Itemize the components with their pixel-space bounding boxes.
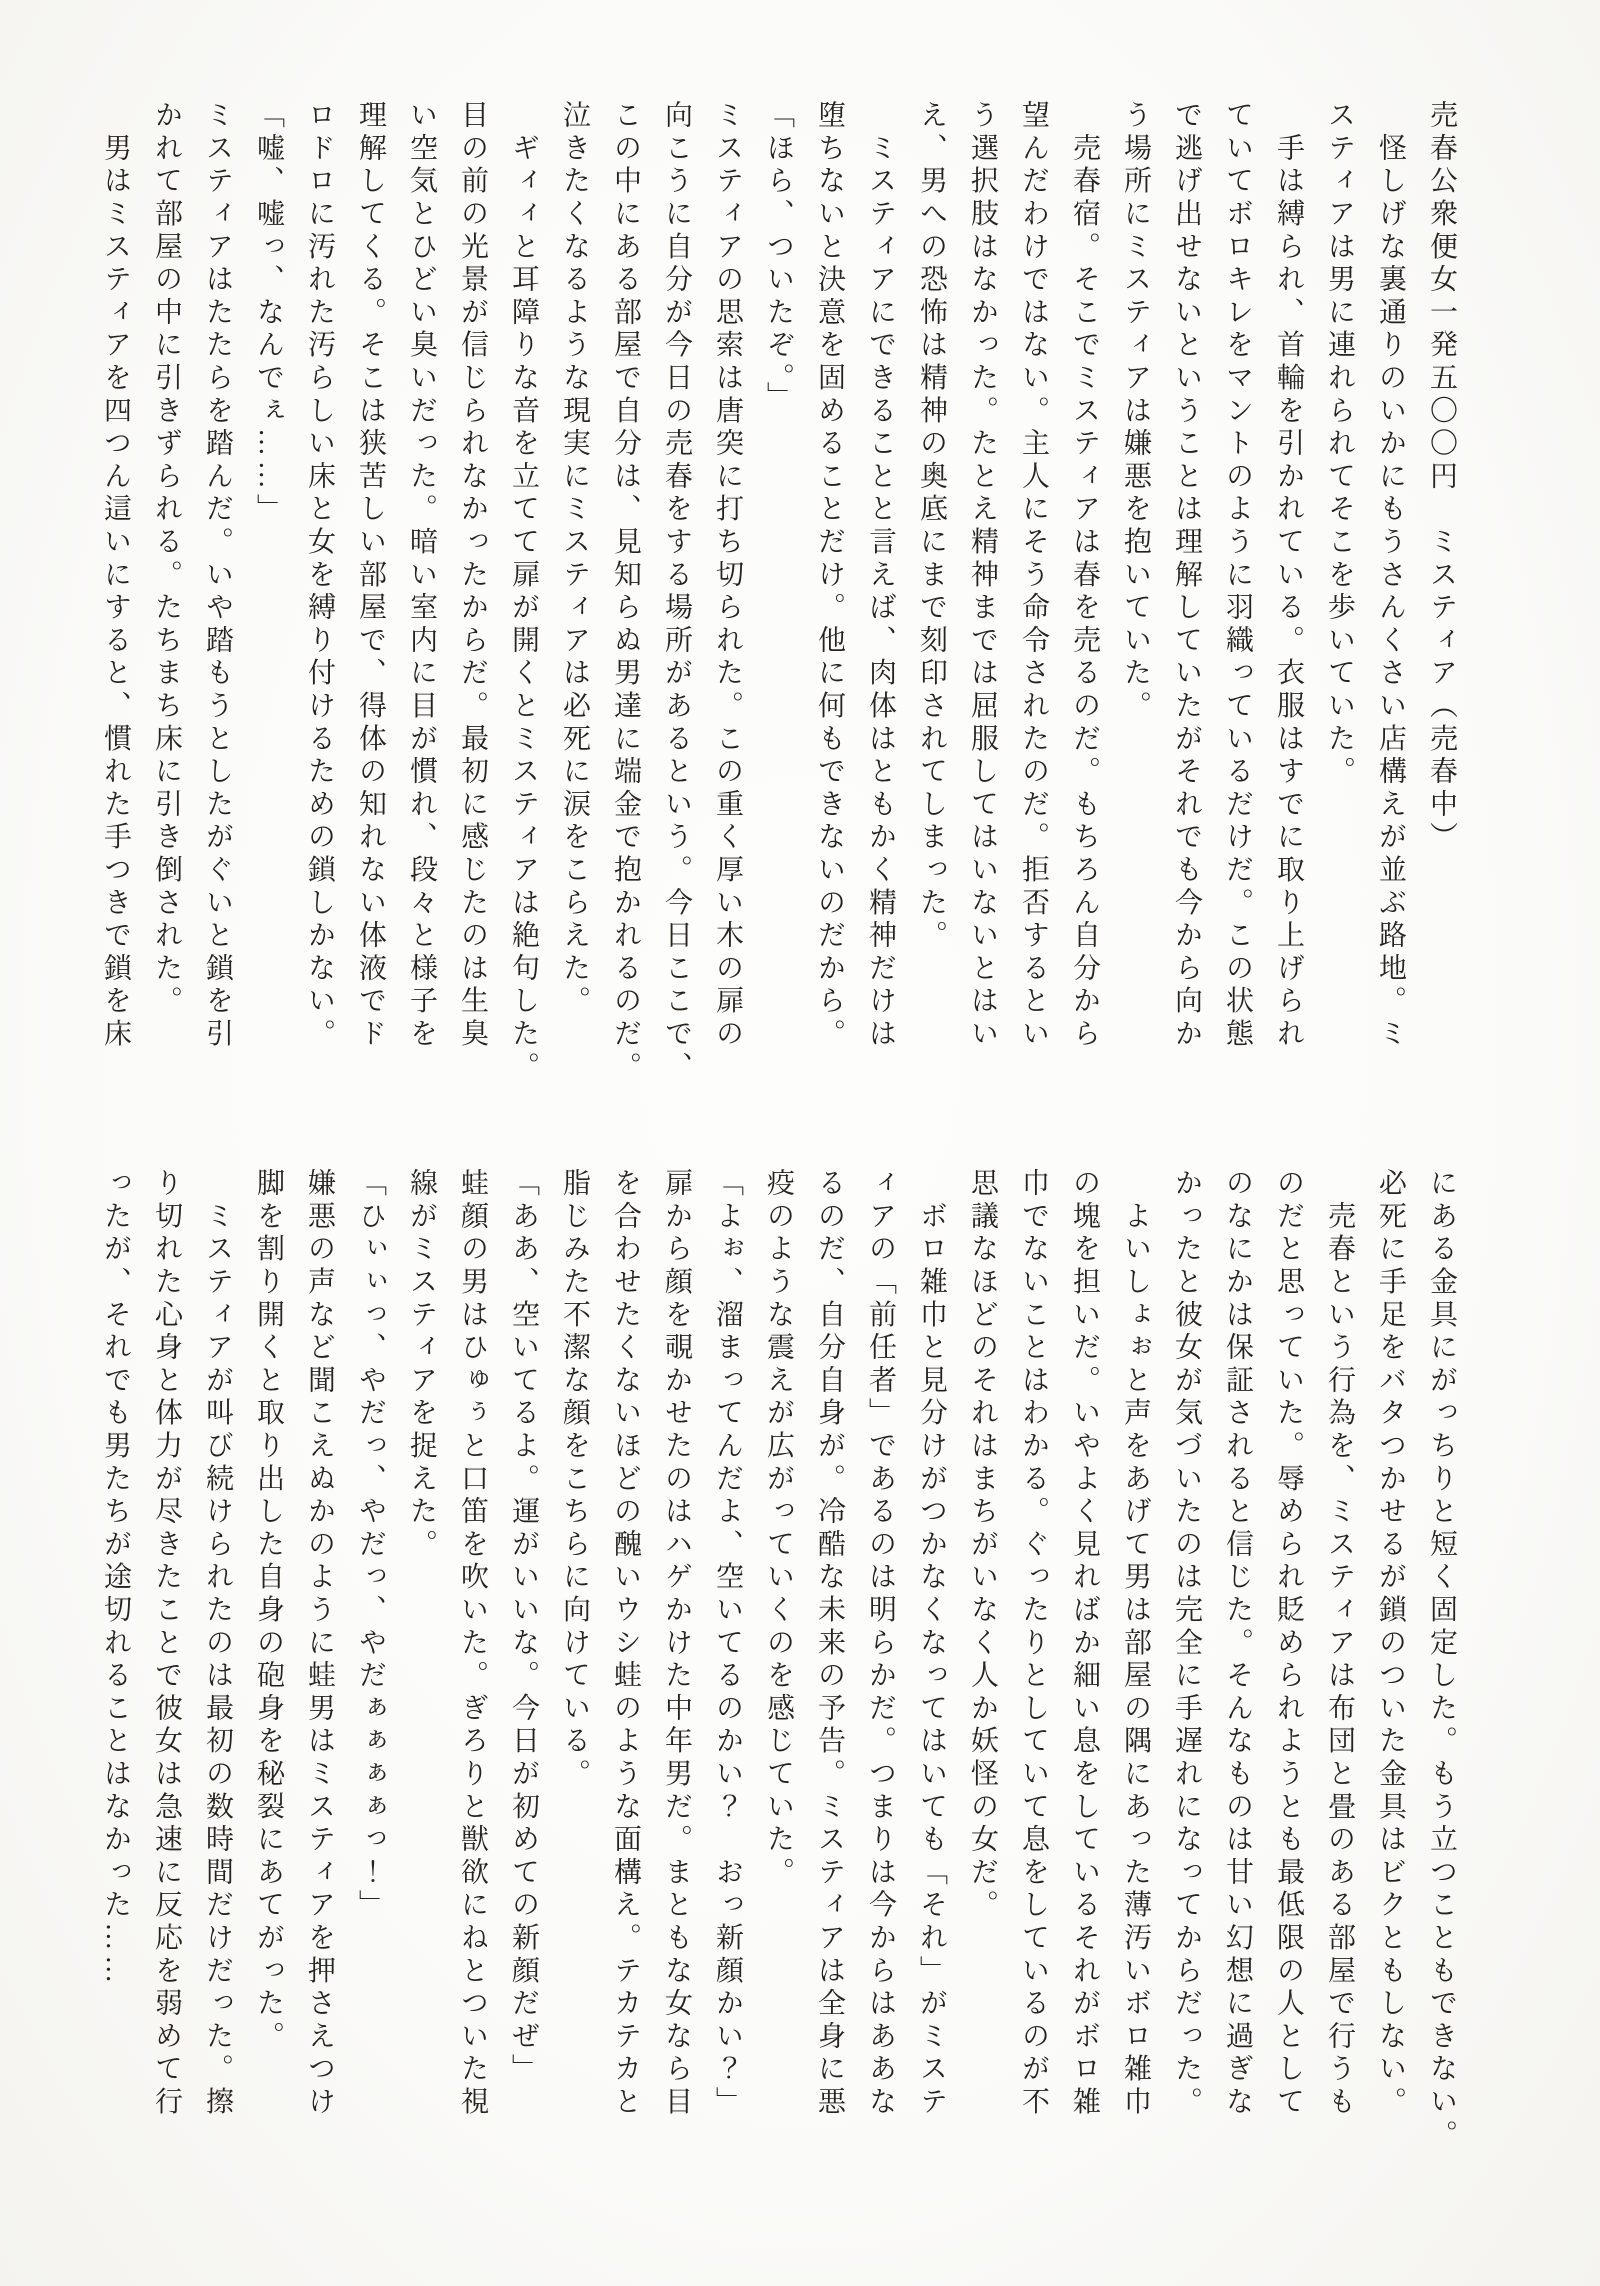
text-column: 巾でないことはわかる。ぐったりとしていて息をしているのが不 xyxy=(1018,1168,1049,2120)
text-column: 男はミスティアを四つん這いにすると、慣れた手つきで鎖を床 xyxy=(100,100,131,1052)
text-column: 望んだわけではない。主人にそう命令されたのだ。拒否するとい xyxy=(1018,100,1049,1052)
text-column: よいしょぉと声をあげて男は部屋の隅にあった薄汚いボロ雑巾 xyxy=(1120,1168,1151,2120)
text-column: ギィィと耳障りな音を立てて扉が開くとミスティアは絶句した。 xyxy=(508,100,539,1084)
text-column: ったが、それでも男たちが途切れることはなかった…… xyxy=(100,1168,131,1988)
text-column: 怪しげな裏通りのいかにもうさんくさい店構えが並ぶ路地。ミ xyxy=(1375,100,1406,1052)
text-column: ボロ雑巾と見分けがつかなくなってはいても「それ」がミステ xyxy=(916,1168,947,2120)
text-column: 脚を割り開くと取り出した自身の砲身を秘裂にあてがった。 xyxy=(253,1168,284,2054)
text-column: え、男への恐怖は精神の奥底にまで刻印されてしまった。 xyxy=(916,100,947,953)
text-column: 嫌悪の声など聞こえぬかのように蛙男はミスティアを押さえつけ xyxy=(304,1168,335,2120)
text-column: ていてボロキレをマントのように羽織っているだけだ。この状態 xyxy=(1222,100,1253,1052)
text-column: 泣きたくなるような現実にミスティアは必死に涙をこらえた。 xyxy=(559,100,590,1019)
text-column: 「ほら、ついたぞ。」 xyxy=(763,100,794,414)
text-column: のなにかは保証されると信じた。そんなものは甘い幻想に過ぎな xyxy=(1222,1168,1253,2120)
text-column: い空気とひどい臭いだった。暗い室内に目が慣れ、段々と様子を xyxy=(406,100,437,1052)
text-column: 「嘘、嘘っ、なんでぇ……」 xyxy=(253,100,284,527)
title-column: 売春公衆便女一発五〇〇円 ミスティア（売春中） xyxy=(1426,100,1457,855)
text-column: の塊を担いだ。いやよく見ればか細い息をしているそれがボロ雑 xyxy=(1069,1168,1100,2120)
text-column: ィアの「前任者」であるのは明らかだ。つまりは今からはああな xyxy=(865,1168,896,2120)
text-column: 扉から顔を覗かせたのはハゲかけた中年男だ。まともな女なら目 xyxy=(661,1168,692,2120)
text-column: で逃げ出せないということは理解していたがそれでも今から向か xyxy=(1171,100,1202,1052)
text-column: う場所にミスティアは嫌悪を抱いていた。 xyxy=(1120,100,1151,724)
text-column: 売春宿。そこでミスティアは春を売るのだ。もちろん自分から xyxy=(1069,100,1100,1052)
text-column: を合わせたくないほどの醜いウシ蛙のような面構え。テカテカと xyxy=(610,1168,641,2120)
text-column: 目の前の光景が信じられなかったからだ。最初に感じたのは生臭 xyxy=(457,100,488,1052)
text-column: 「よぉ、溜まってんだよ、空いてるのかい？ おっ新顔かい？」 xyxy=(712,1168,743,2120)
text-column: 手は縛られ、首輪を引かれている。衣服はすでに取り上げられ xyxy=(1273,100,1304,1052)
text-column: 売春という行為を、ミスティアは布団と畳のある部屋で行うも xyxy=(1324,1168,1355,2120)
text-column: 脂じみた不潔な顔をこちらに向けている。 xyxy=(559,1168,590,1792)
text-column: ミスティアの思索は唐突に打ち切られた。この重く厚い木の扉の xyxy=(712,100,743,1052)
text-column: この中にある部屋で自分は、見知らぬ男達に端金で抱かれるのだ。 xyxy=(610,100,641,1084)
text-column: るのだ、自分自身が。冷酷な未来の予告。ミスティアは全身に悪 xyxy=(814,1168,845,2120)
text-column: 「ああ、空いてるよ。運がいいな。今日が初めての新顔だぜ」 xyxy=(508,1168,539,2087)
text-column: 蛙顔の男はひゅぅと口笛を吹いた。ぎろりと獣欲にねとついた視 xyxy=(457,1168,488,2120)
text-column: ミスティアが叫び続けられたのは最初の数時間だけだった。擦 xyxy=(202,1168,233,2120)
text-column: 思議なほどのそれはまちがいなく人か妖怪の女だ。 xyxy=(967,1168,998,1923)
text-column: のだと思っていた。辱められ貶められようとも最低限の人として xyxy=(1273,1168,1304,2120)
text-column: にある金具にがっちりと短く固定した。もう立つこともできない。 xyxy=(1426,1168,1457,2152)
text-column: 堕ちないと決意を固めることだけ。他に何もできないのだから。 xyxy=(814,100,845,1052)
text-column: 理解してくる。そこは狭苦しい部屋で、得体の知れない体液でド xyxy=(355,100,386,1052)
text-column: ミスティアにできることと言えば、肉体はともかく精神だけは xyxy=(865,100,896,1052)
text-column: かれて部屋の中に引きずられる。たちまち床に引き倒された。 xyxy=(151,100,182,1019)
text-column: う選択肢はなかった。たとえ精神までは屈服してはいないとはい xyxy=(967,100,998,1052)
text-column: 必死に手足をバタつかせるが鎖のついた金具はビクともしない。 xyxy=(1375,1168,1406,2120)
story-text-block-top xyxy=(90,100,1467,1102)
story-text-block-bottom xyxy=(90,1168,1467,2170)
text-column: 線がミスティアを捉えた。 xyxy=(406,1168,437,1562)
text-column: スティアは男に連れられてそこを歩いていた。 xyxy=(1324,100,1355,789)
text-column: 向こうに自分が今日の売春をする場所があるという。今日ここで、 xyxy=(661,100,692,1084)
text-column: かったと彼女が気づいたのは完全に手遅れになってからだった。 xyxy=(1171,1168,1202,2120)
text-column: 「ひぃぃっ、やだっ、やだっ、やだぁぁぁぁっ！」 xyxy=(355,1168,386,1923)
text-column: ロドロに汚れた汚らしい床と女を縛り付けるための鎖しかない。 xyxy=(304,100,335,1052)
text-column: り切れた心身と体力が尽きたことで彼女は急速に反応を弱めて行 xyxy=(151,1168,182,2120)
text-column: ミスティアはたたらを踏んだ。いや踏もうとしたがぐいと鎖を引 xyxy=(202,100,233,1052)
text-column: 疫のような震えが広がっていくのを感じていた。 xyxy=(763,1168,794,1890)
